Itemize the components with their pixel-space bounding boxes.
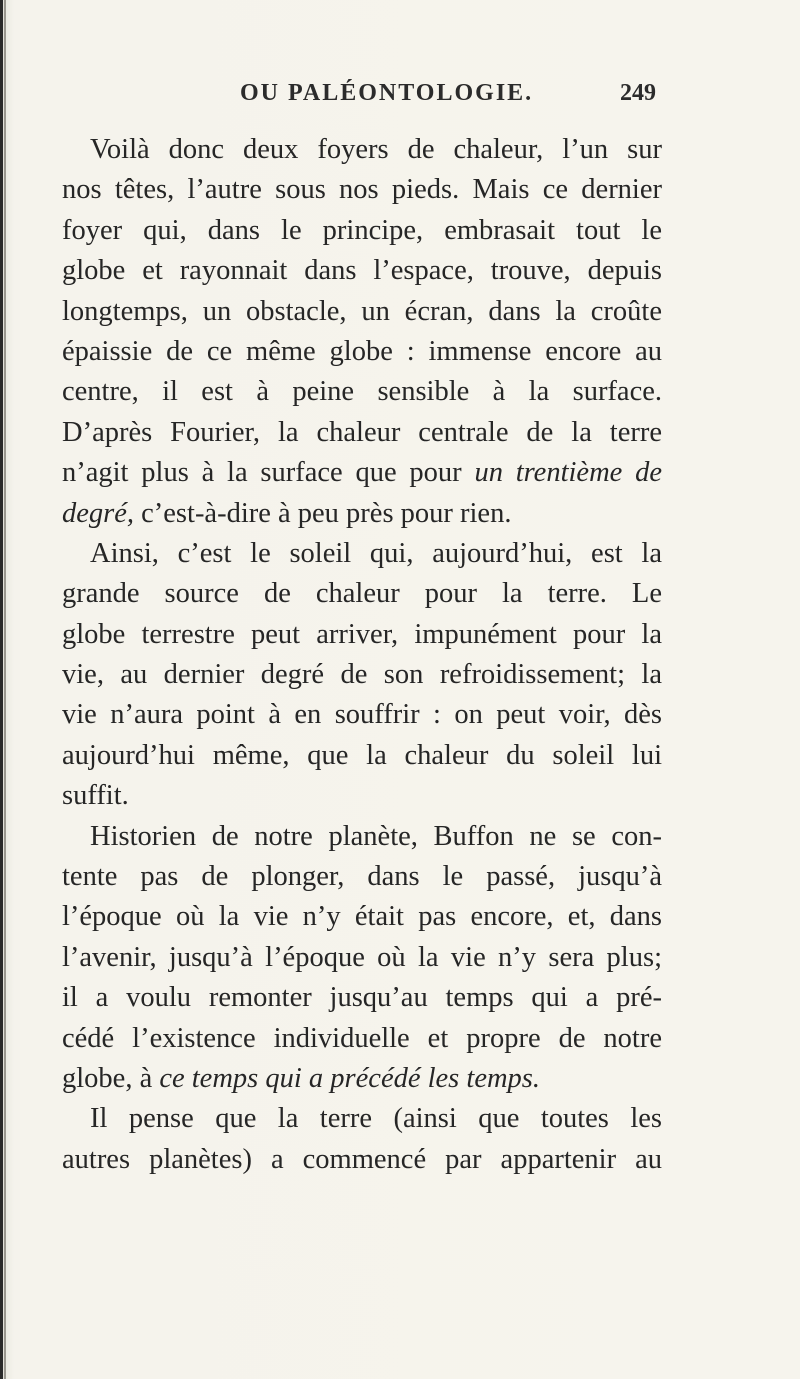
text-line: aujourd’hui même, que la chaleur du soleil lui (62, 739, 662, 771)
text-line: l’époque où la vie n’y était pas encore, et, dans (62, 901, 662, 933)
text-line: globe, à ce temps qui a précédé les temps. (62, 1062, 541, 1094)
text-line: longtemps, un obstacle, un écran, dans la croûte (62, 295, 662, 327)
italic-phrase: un trentième de (474, 457, 662, 489)
text-line: Ainsi, c’est le soleil qui, aujourd’hui, est la (90, 537, 662, 569)
page-binding-edge (0, 0, 3, 1379)
text-line: globe et rayonnait dans l’espace, trouve, depuis (62, 255, 662, 287)
text-line: Il pense que la terre (ainsi que toutes les (90, 1103, 662, 1135)
italic-phrase: ce temps qui a précédé les temps. (159, 1062, 541, 1094)
text-line: foyer qui, dans le principe, embrasait tout le (62, 214, 662, 246)
running-title: OU PALÉONTOLOGIE. (240, 80, 534, 106)
text-line: épaissie de ce même globe : immense encore au (62, 335, 662, 367)
page-binding-shadow (4, 0, 6, 1379)
text-line: autres planètes) a commencé par appartenir au (62, 1143, 662, 1175)
text-line: l’avenir, jusqu’à l’époque où la vie n’y sera plus; (62, 941, 662, 973)
text-line: globe terrestre peut arriver, impunément pour la (62, 618, 662, 650)
text-line: grande source de chaleur pour la terre. Le (62, 578, 662, 610)
text-line: Historien de notre planète, Buffon ne se con- (90, 820, 662, 852)
text-line: D’après Fourier, la chaleur centrale de la terre (62, 416, 662, 448)
italic-phrase: degré, (62, 497, 135, 529)
text-line: centre, il est à peine sensible à la surface. (62, 376, 662, 408)
text-line: Voilà donc deux foyers de chaleur, l’un sur (90, 134, 662, 165)
body-text (62, 130, 662, 1180)
text-line: vie n’aura point à en souffrir : on peut voir, dès (62, 699, 662, 731)
text-line: il a voulu remonter jusqu’au temps qui a pré- (62, 982, 662, 1014)
text-line: n’agit plus à la surface que pour un trentième de (62, 457, 662, 489)
text-line: degré, c’est-à-dire à peu près pour rien. (62, 497, 512, 529)
text-line: tente pas de plonger, dans le passé, jusqu’à (62, 861, 662, 893)
page-number: 249 (620, 80, 656, 106)
text-line: cédé l’existence individuelle et propre de notre (62, 1022, 662, 1054)
text-line: nos têtes, l’autre sous nos pieds. Mais ce dernier (62, 174, 662, 206)
text-line: suffit. (62, 780, 129, 812)
page-header (0, 80, 800, 120)
text-line: vie, au dernier degré de son refroidissement; la (62, 659, 662, 691)
